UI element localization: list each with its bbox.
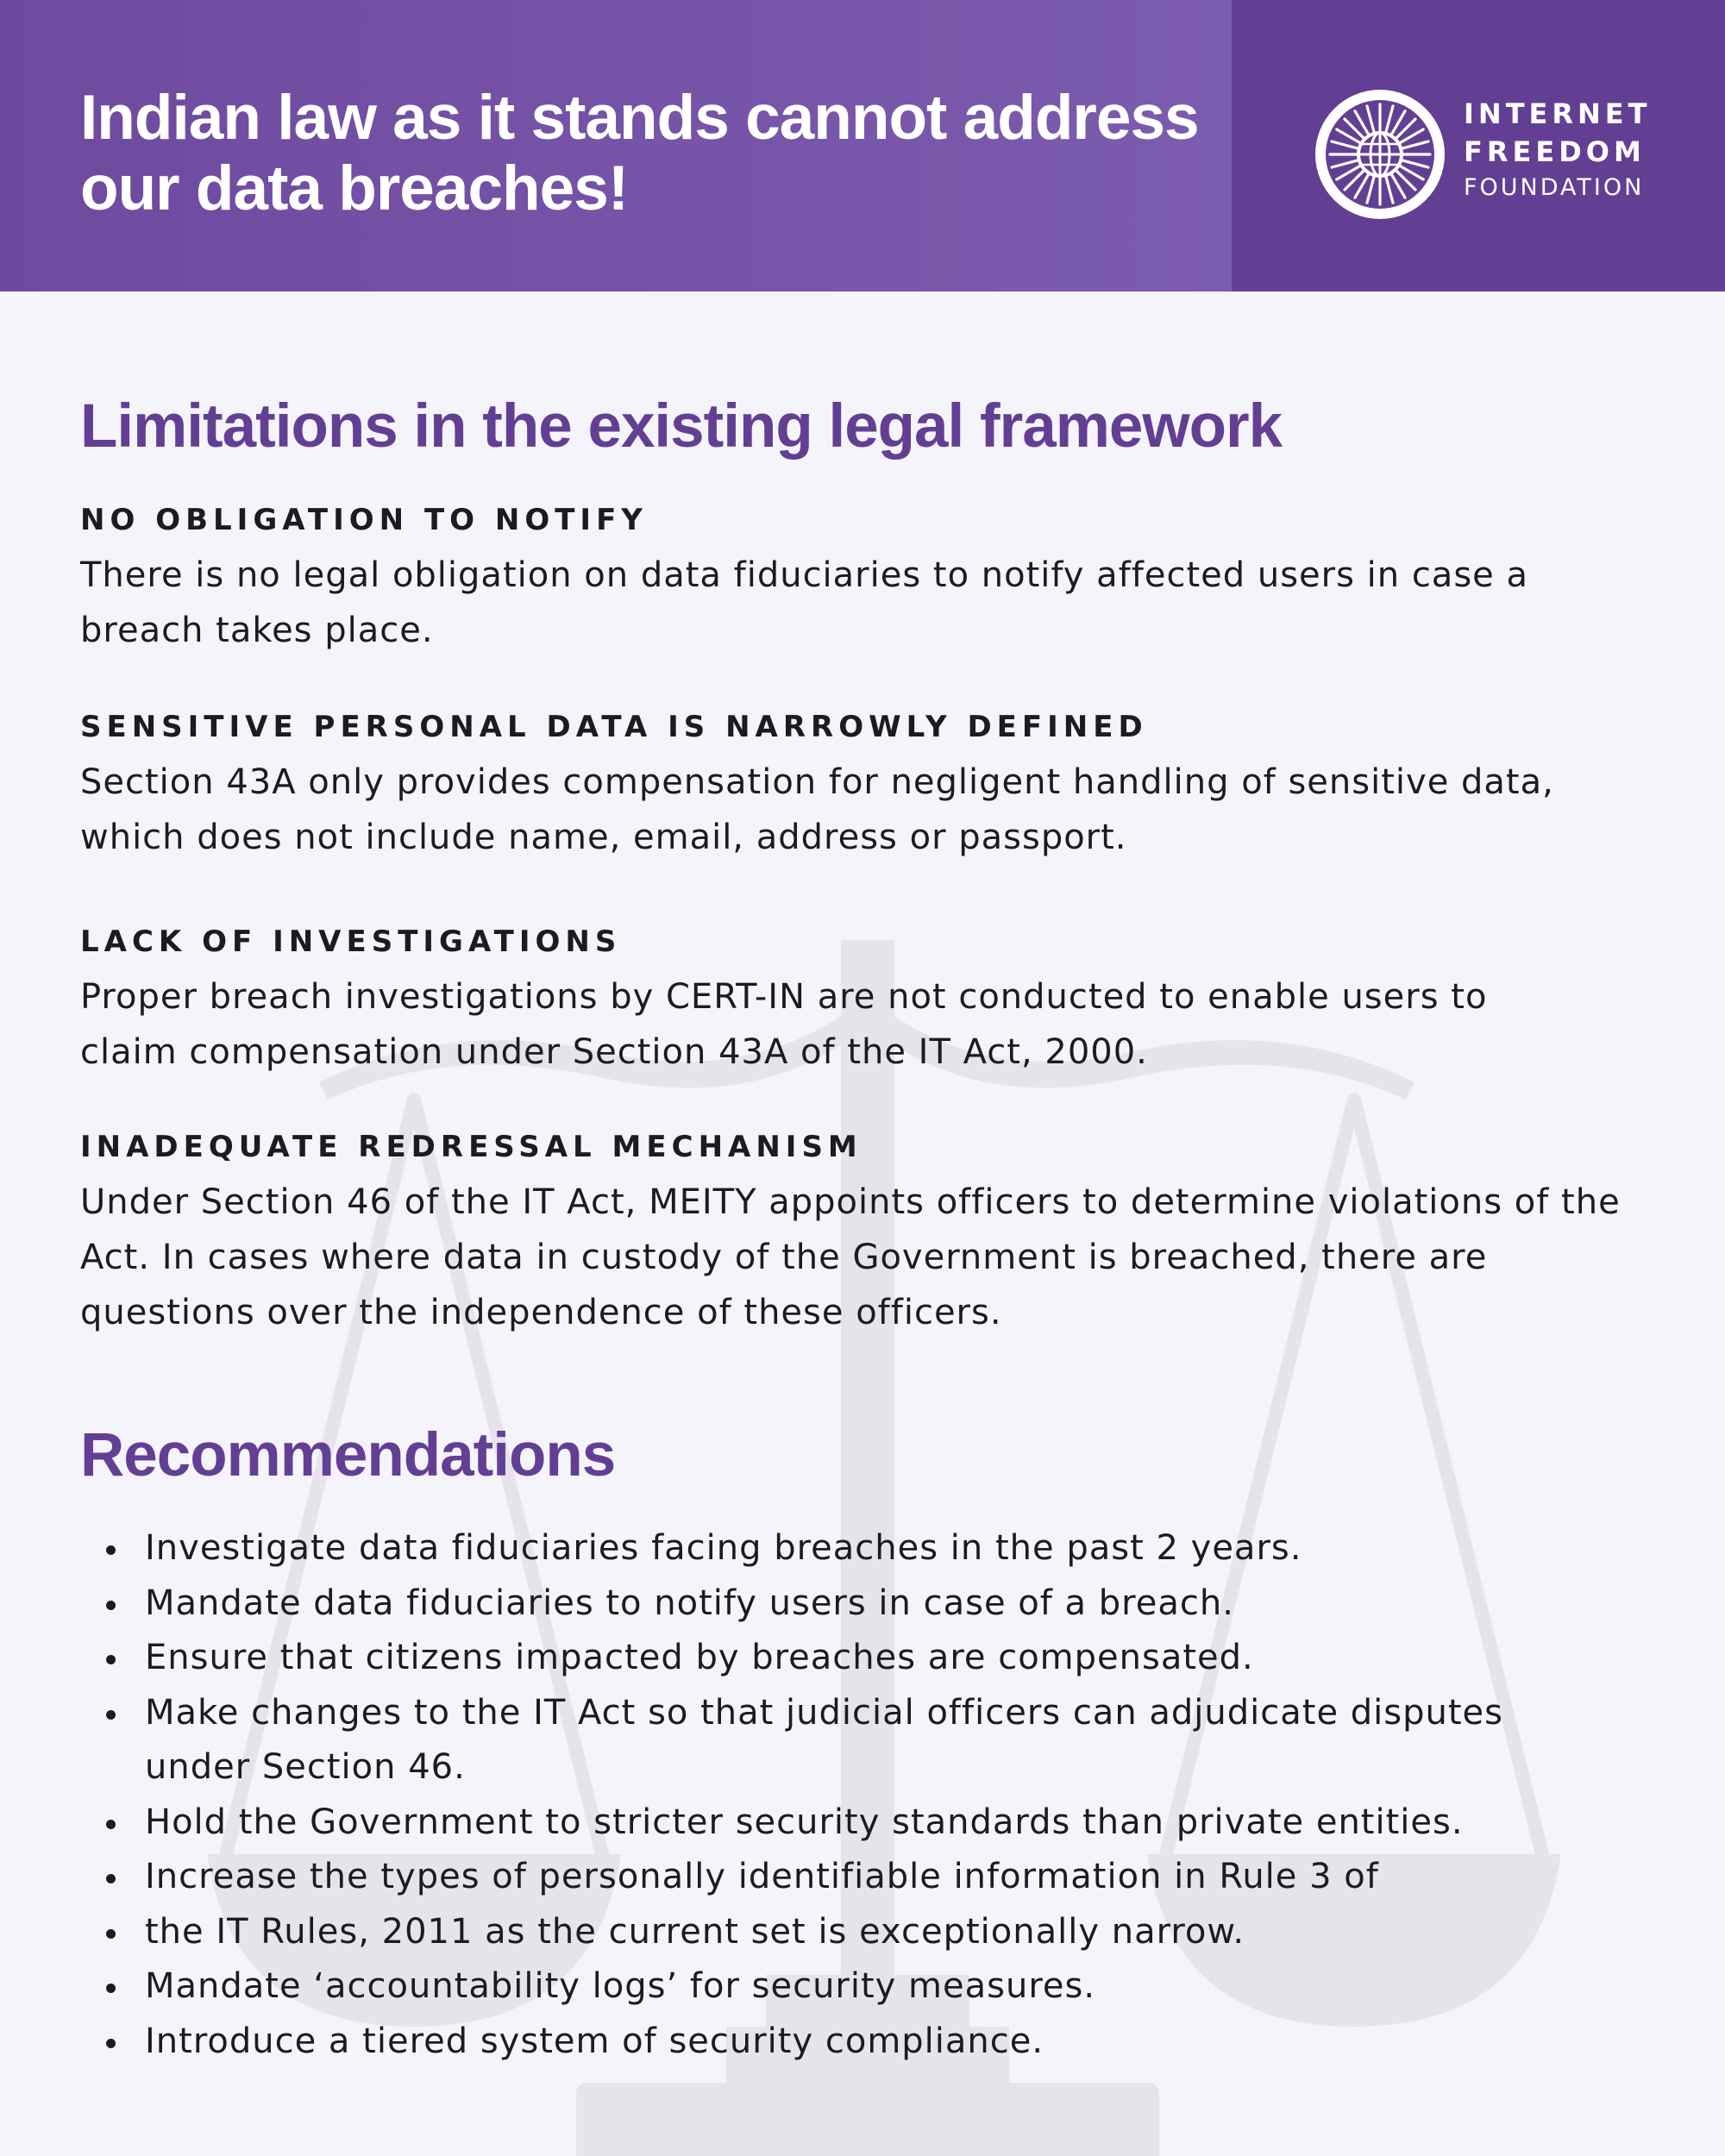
list-item: Hold the Government to stricter security standards than private entities. bbox=[80, 1796, 1676, 1851]
logo-line-internet: INTERNET bbox=[1464, 97, 1652, 130]
limitation-heading: SENSITIVE PERSONAL DATA IS NARROWLY DEFINED bbox=[80, 710, 1148, 744]
list-item: the IT Rules, 2011 as the current set is exceptionally narrow. bbox=[80, 1905, 1676, 1960]
list-item: Ensure that citizens impacted by breaches are compensated. bbox=[80, 1631, 1676, 1686]
list-item: Make changes to the IT Act so that judicial officers can adjudicate disputes under Section 46. bbox=[80, 1686, 1577, 1796]
limitation-item bbox=[80, 706, 1650, 865]
list-item: Mandate data fiduciaries to notify users in case of a breach. bbox=[80, 1576, 1676, 1632]
list-item: Introduce a tiered system of security compliance. bbox=[80, 2015, 1676, 2070]
limitation-body: Under Section 46 of the IT Act, MEITY appoints officers to determine violations of the Act. In cases where data in custody of the Government is breached, there are questions over the independence of these officers. bbox=[80, 1182, 1621, 1332]
recommendations-title: Recommendations bbox=[80, 1421, 616, 1489]
limitations-title: Limitations in the existing legal framework bbox=[80, 392, 1283, 461]
recommendations-list bbox=[80, 1521, 1676, 2069]
logo-line-foundation: FOUNDATION bbox=[1464, 174, 1645, 201]
limitation-heading: NO OBLIGATION TO NOTIFY bbox=[80, 503, 648, 537]
limitation-body: There is no legal obligation on data fiduciaries to notify affected users in case a breach takes place. bbox=[80, 555, 1528, 650]
limitation-item bbox=[80, 499, 1650, 658]
limitation-heading: LACK OF INVESTIGATIONS bbox=[80, 924, 622, 959]
limitation-body: Section 43A only provides compensation for negligent handling of sensitive data, which does not include name, email, address or passport. bbox=[80, 762, 1554, 857]
list-item: Increase the types of personally identifiable information in Rule 3 of bbox=[80, 1850, 1676, 1905]
logo-line-freedom: FREEDOM bbox=[1464, 135, 1646, 168]
limitation-body: Proper breach investigations by CERT-IN are not conducted to enable users to claim compensation under Section 43A of the IT Act, 2000. bbox=[80, 977, 1488, 1072]
page-title: Indian law as it stands cannot address our data breaches! bbox=[80, 83, 1199, 223]
list-item: Investigate data fiduciaries facing breaches in the past 2 years. bbox=[80, 1521, 1676, 1576]
limitation-heading: INADEQUATE REDRESSAL MECHANISM bbox=[80, 1130, 862, 1164]
list-item: Mandate ‘accountability logs’ for security measures. bbox=[80, 1959, 1676, 2015]
limitation-item bbox=[80, 1126, 1650, 1340]
limitation-item bbox=[80, 921, 1650, 1080]
